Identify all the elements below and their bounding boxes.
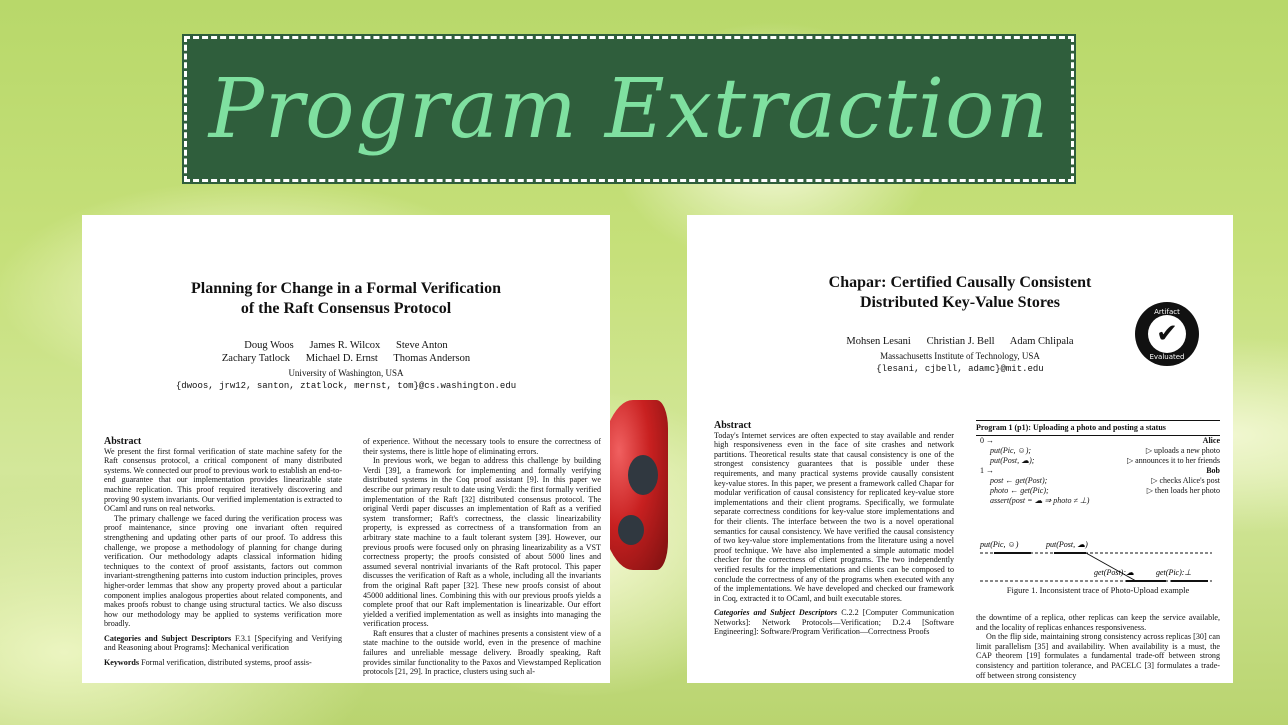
paper1-authors-line1: Doug Woos James R. Wilcox Steve Anton bbox=[244, 340, 448, 351]
banner-title: Program Extraction bbox=[208, 61, 1050, 157]
program-row-comment: ▷ then loads her photo bbox=[1146, 486, 1220, 495]
program-row-comment: ▷ checks Alice's post bbox=[1151, 476, 1220, 485]
paper2-categories-text: C.2.2 [Computer Communication Networks]: Network Protocols—Verification; D.2.4 [Software Engineering]: Software/Program Verification—Correctness Proofs bbox=[714, 608, 954, 637]
paper1-abstract-p1: We present the first formal verification of state machine safety for the Raft consensus protocol, a critical component of many distributed systems. We connected our proof to previous work to establish an end-to-end guarantee that our implementation provides linearizable state machine replication. This proof required iteratively discovering and proving 90 system invariants. Our verified implementation is extracted to OCaml and runs on real networks. bbox=[104, 446, 342, 514]
checkmark-icon: ✔ bbox=[1148, 315, 1186, 353]
program-row bbox=[976, 456, 1220, 466]
fig-label-put-pic: put(Pic, ☺) bbox=[980, 540, 1019, 549]
program-row-comment: ▷ uploads a new photo bbox=[1145, 446, 1220, 455]
fig-label-put-post: put(Post, ☁) bbox=[1046, 540, 1088, 549]
paper1-left-column bbox=[104, 437, 342, 668]
program-rows bbox=[976, 436, 1220, 506]
paper-chapar bbox=[687, 215, 1233, 683]
paper1-affiliation: University of Washington, USA bbox=[288, 368, 404, 378]
paper2-categories-heading: Categories and Subject Descriptors bbox=[714, 608, 838, 618]
program-row bbox=[976, 486, 1220, 496]
badge-top-text: Artifact bbox=[1154, 308, 1180, 316]
program-row bbox=[976, 446, 1220, 456]
paper1-abstract-heading: Abstract bbox=[104, 436, 142, 447]
program-row-code: put(Post, ☁); bbox=[990, 456, 1035, 465]
paper1-right-p1: In previous work, we began to address this challenge by building Verdi [39], a framework for implementing and formally verifying distributed systems in the Coq proof assistant [9]. In this paper we describe our primary result to date using Verdi: the first formally verified implementation of the Raft [32] distributed consensus protocol. The original Verdi paper discusses an implementation of Raft as a verified system transformer; Raft's correctness, the classic linearizability property, is expressed as correctness of a transformation from an arbitrary state machine to a fault tolerant system [39]. However, our previous proofs were focused only on phrasing linearizability as a VST correctness property; the proofs consisted of about 5000 lines and assumed several nontrivial invariants of the Raft protocol. This paper discusses the verification of Raft as a whole, including all the invariants from the original Raft paper [32]. These new proofs consist of about 45000 additional lines. Combining this with our previous proofs yields a complete proof that our Raft implementation is linearizable. Our effort yielded a verified implementation as well as insights into managing the verification process. bbox=[363, 456, 601, 629]
program-row bbox=[976, 466, 1220, 476]
paper1-abstract-p2: The primary challenge we faced during the verification process was proof maintenance, since proving one invariant often required strengthening and updating other parts of our proof. To address this challenge, we propose a methodology of planning for change during verification. Our methodology adapts classical information hiding techniques to the context of proof assistants, factors out common invariant-strengthening patterns into custom induction principles, proves higher-order lemmas that show any property proved about a particular component implies analogous properties about related components, and makes proofs robust to change using structural tactics. We also discuss how our methodology may be applied to systems verification more broadly. bbox=[104, 513, 342, 629]
program-row-code: put(Pic, ☺); bbox=[990, 446, 1032, 455]
paper1-authors-line2: Zachary Tatlock Michael D. Ernst Thomas Anderson bbox=[221, 353, 471, 364]
paper2-title-line1: Chapar: Certified Causally Consistent bbox=[828, 274, 1092, 291]
paper1-keywords-heading: Keywords bbox=[104, 658, 140, 668]
paper2-left-column bbox=[714, 421, 954, 637]
program-row-comment: Alice bbox=[1202, 436, 1220, 445]
paper2-affiliation: Massachusetts Institute of Technology, USA bbox=[880, 351, 1040, 361]
artifact-evaluated-badge bbox=[1135, 302, 1199, 366]
paper1-categories-text: F.3.1 [Specifying and Verifying and Reasoning about Programs]: Mechanical verification bbox=[104, 633, 343, 653]
paper2-right-column bbox=[976, 613, 1220, 680]
program-row-code: photo ← get(Pic); bbox=[990, 486, 1049, 495]
program-row-code: post ← get(Post); bbox=[990, 476, 1048, 485]
program-row-comment: ▷ announces it to her friends bbox=[1126, 456, 1220, 465]
paper1-categories bbox=[104, 634, 342, 653]
title-banner bbox=[184, 36, 1074, 182]
paper1-right-p0: of experience. Without the necessary tools to ensure the correctness of their systems, there is little hope of eliminating errors. bbox=[363, 437, 601, 456]
program-row-code: 0 → bbox=[980, 436, 994, 445]
badge-bottom-text: Evaluated bbox=[1149, 353, 1185, 361]
fig-label-get-post: get(Post):☁ bbox=[1094, 568, 1134, 577]
paper1-keywords-text: Formal verification, distributed systems, proof assis- bbox=[141, 658, 312, 668]
paper2-abstract-text: Today's Internet services are often expected to stay available and render high responsiveness even in the face of site crashes and network partitions. Theoretical results state that causal consistency is one of the strongest consistency guarantees that is possible under these requirements, and many practical systems provide causally consistent key-value stores. In this paper, we present a framework called Chapar for modular verification of causal consistency for replicated key-value store implementations and their client programs. Specifically, we formulate separate correctness conditions for key-value store implementations and for their clients. The interface between the two is a novel operational semantics for causal consistency. We have verified the causal consistency of two key-value store implementations from the literature using a novel proof technique. We have also implemented a simple automatic model checker for the correctness of client programs. The two independently verified results for the implementations and clients can be composed to conclude the correctness of any of the programs when executed with any of the implementations. We have developed and checked our framework in Coq, extracted it to OCaml, and built executable stores. bbox=[714, 430, 954, 603]
paper1-keywords bbox=[104, 658, 342, 668]
paper2-abstract-heading: Abstract bbox=[714, 420, 752, 431]
program-row-code: assert(post = ☁ ⇒ photo ≠ ⊥) bbox=[990, 496, 1090, 505]
program-listing bbox=[976, 420, 1220, 506]
paper1-right-column bbox=[363, 437, 601, 677]
paper1-title bbox=[82, 279, 610, 319]
paper2-authors-line: Mohsen Lesani Christian J. Bell Adam Chlipala bbox=[846, 336, 1074, 347]
program-row-comment: Bob bbox=[1206, 466, 1220, 475]
program-row-code: 1 → bbox=[980, 466, 994, 475]
paper2-right-p1: the downtime of a replica, other replicas can keep the service available, and the locality of replicas enhances responsiveness. bbox=[976, 613, 1220, 632]
paper1-title-line2: of the Raft Consensus Protocol bbox=[240, 300, 452, 317]
paper2-categories bbox=[714, 608, 954, 637]
program-row bbox=[976, 496, 1220, 506]
paper2-title-line2: Distributed Key-Value Stores bbox=[860, 294, 1060, 311]
paper1-authors bbox=[82, 339, 610, 393]
paper1-title-line1: Planning for Change in a Formal Verification bbox=[191, 280, 501, 297]
paper2-right-p2: On the flip side, maintaining strong consistency across replicas [30] can limit parallelism [35] and availability. When availability is a must, the CAP theorem [19] formulates a fundamental trade-off between strong consistency and partition tolerance, and PACELC [3] formulates a trade-off between strong consistency bbox=[976, 632, 1220, 680]
paper1-right-p2: Raft ensures that a cluster of machines presents a consistent view of a state machine to the outside world, even in the presence of machine failures and unreliable message delivery. Broadly speaking, Raft provides similar functionality to the Paxos and Viewstamped Replication protocols [21, 29]. In practice, clusters using such al- bbox=[363, 628, 601, 677]
paper1-emails: {dwoos, jrw12, santon, ztatlock, mernst, tom}@cs.washington.edu bbox=[175, 381, 517, 391]
paper1-categories-heading: Categories and Subject Descriptors bbox=[104, 633, 232, 643]
figure-caption: Figure 1. Inconsistent trace of Photo-Upload example bbox=[1006, 585, 1190, 595]
paper2-emails: {lesani, cjbell, adamc}@mit.edu bbox=[876, 364, 1044, 374]
program-row bbox=[976, 476, 1220, 486]
program-row bbox=[976, 436, 1220, 446]
program-title: Program 1 (p1): Uploading a photo and posting a status bbox=[976, 423, 1166, 432]
paper-raft bbox=[82, 215, 610, 683]
fig-label-get-pic: get(Pic):⊥ bbox=[1156, 568, 1192, 577]
